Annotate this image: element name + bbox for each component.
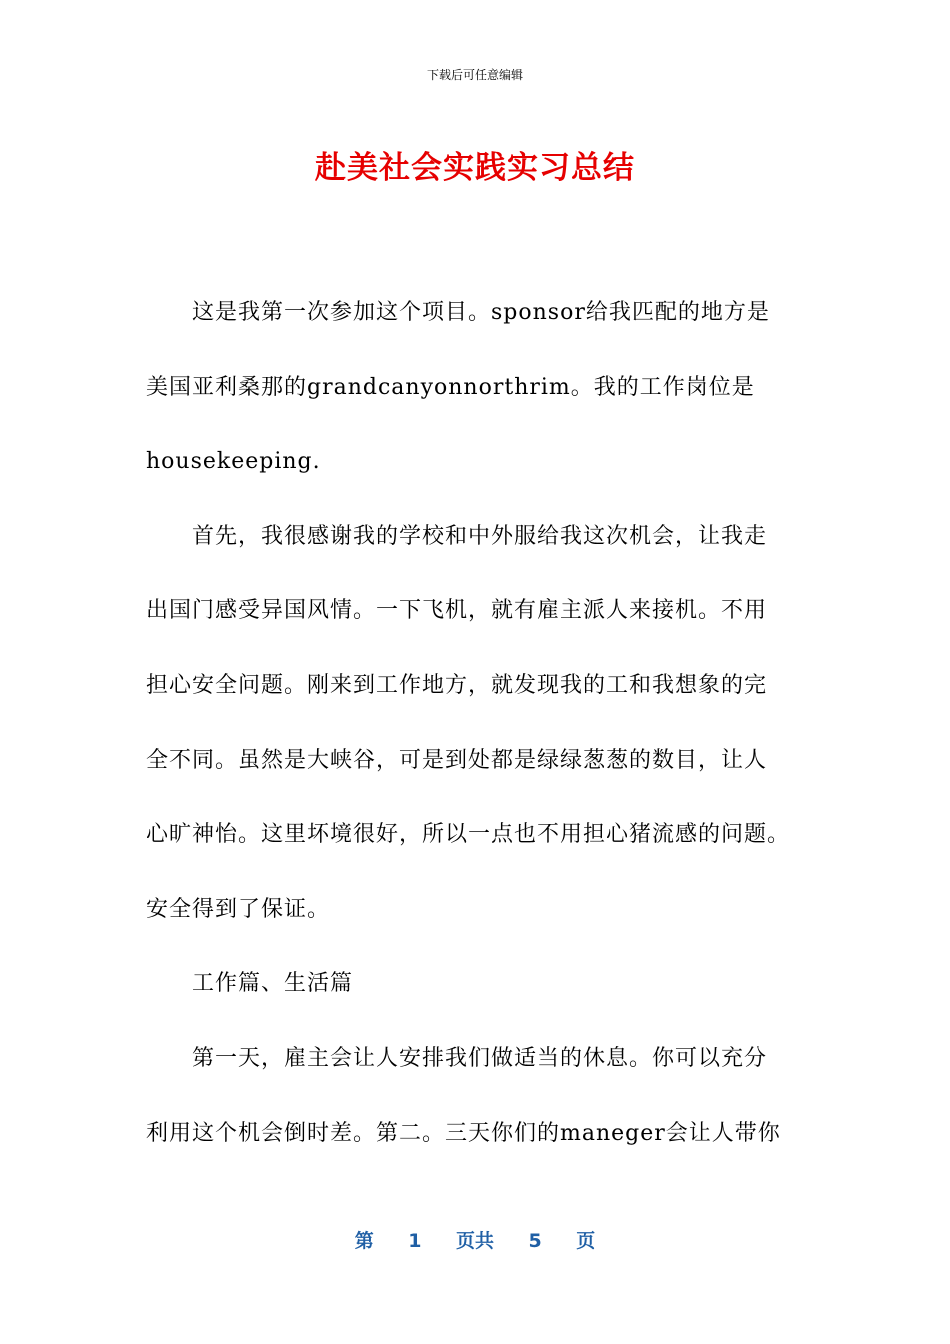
paragraph-line: housekeeping. bbox=[146, 449, 321, 475]
section-heading: 工作篇、生活篇 bbox=[192, 971, 354, 997]
document-body bbox=[146, 276, 811, 1171]
paragraph-line: 全不同。虽然是大峡谷，可是到处都是绿绿葱葱的数目，让人 bbox=[146, 747, 768, 773]
document-title: 赴美社会实践实习总结 bbox=[315, 150, 635, 186]
paragraph-line: 担心安全问题。刚来到工作地方，就发现我的工和我想象的完 bbox=[146, 672, 768, 698]
footer-suffix: 页 bbox=[576, 1230, 596, 1252]
footer-total-pages: 5 bbox=[528, 1230, 542, 1252]
paragraph-line: 首先，我很感谢我的学校和中外服给我这次机会，让我走 bbox=[192, 523, 768, 549]
paragraph-line: 安全得到了保证。 bbox=[146, 896, 331, 922]
header-note: 下载后可任意编辑 bbox=[426, 68, 523, 82]
paragraph-line: 利用这个机会倒时差。第二。三天你们的maneger会让人带你 bbox=[146, 1120, 781, 1146]
paragraph-line: 这是我第一次参加这个项目。sponsor给我匹配的地方是 bbox=[192, 300, 770, 325]
footer-middle: 页共 bbox=[455, 1230, 494, 1252]
paragraph-line: 心旷神怡。这里坏境很好，所以一点也不用担心猪流感的问题。 bbox=[146, 822, 791, 848]
paragraph-line: 美国亚利桑那的grandcanyonnorthrim。我的工作岗位是 bbox=[146, 374, 755, 400]
footer-page-number: 1 bbox=[408, 1230, 422, 1252]
page-footer bbox=[0, 1226, 950, 1253]
footer-prefix: 第 bbox=[354, 1230, 374, 1252]
paragraph-line: 第一天，雇主会让人安排我们做适当的休息。你可以充分 bbox=[192, 1045, 768, 1071]
paragraph-line: 出国门感受异国风情。一下飞机，就有雇主派人来接机。不用 bbox=[146, 598, 768, 624]
